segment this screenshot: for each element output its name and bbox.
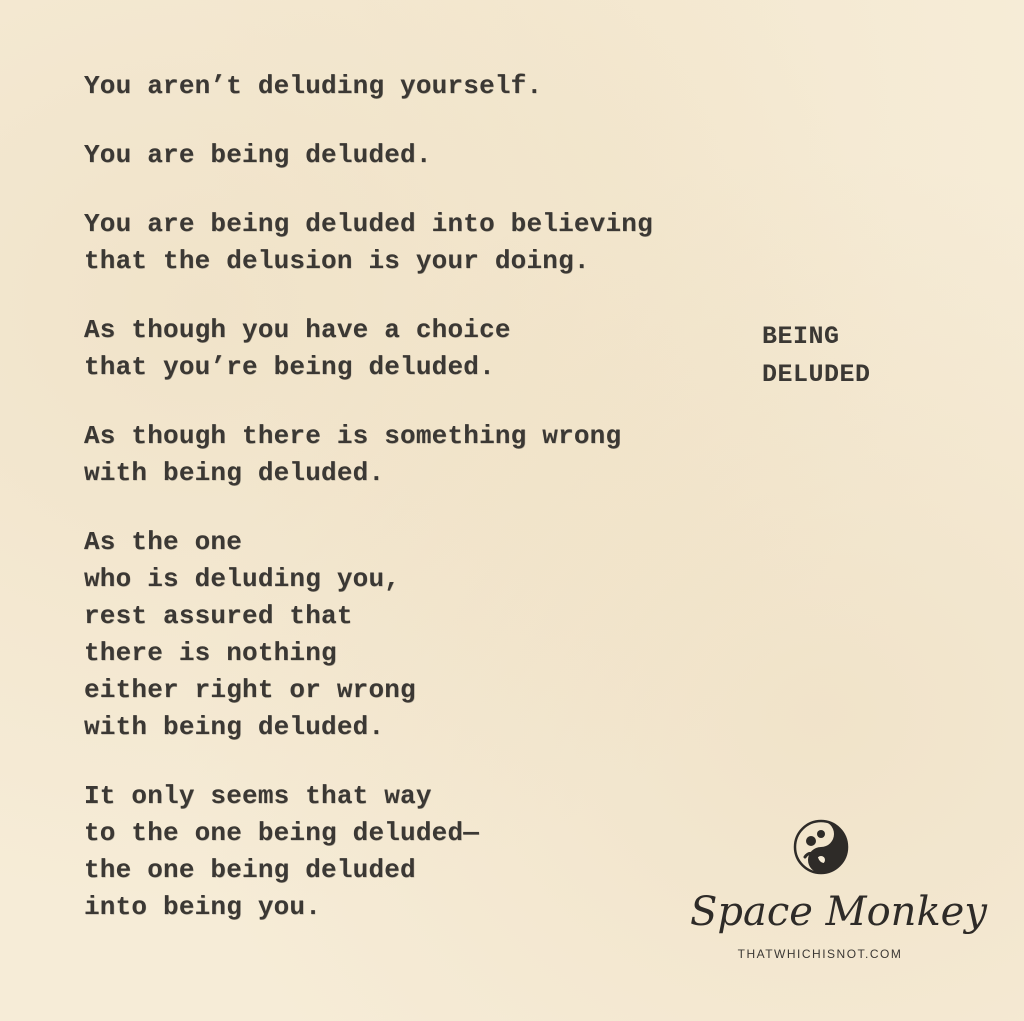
stanza xyxy=(84,524,704,746)
poem-title xyxy=(762,318,942,394)
brand-logo-block xyxy=(690,815,987,975)
poem-line: As though you have a choice xyxy=(84,315,511,345)
poem-line: with being deluded. xyxy=(84,458,385,488)
stanza xyxy=(84,68,704,105)
poem-line: that the delusion is your doing. xyxy=(84,246,590,276)
brand-url: THATWHICHISNOT.COM xyxy=(737,947,903,961)
brand-name: Space Monkey xyxy=(690,889,987,935)
poem-line: who is deluding you, xyxy=(84,564,401,594)
title-line: BEING xyxy=(762,322,840,351)
poem-line: either right or wrong xyxy=(84,675,416,705)
poem-line: to the one being deluded— xyxy=(84,818,480,848)
poem-line: It only seems that way xyxy=(84,781,432,811)
poem-line: there is nothing xyxy=(84,638,337,668)
poem-body xyxy=(84,68,704,958)
poem-line: rest assured that xyxy=(84,601,353,631)
stanza xyxy=(84,312,704,386)
poem-line: As the one xyxy=(84,527,243,557)
stanza xyxy=(84,137,704,174)
poem-line: the one being deluded xyxy=(84,855,416,885)
poem-line: You aren’t deluding yourself. xyxy=(84,71,543,101)
poem-line: that you’re being deluded. xyxy=(84,352,495,382)
poem-line: You are being deluded. xyxy=(84,140,432,170)
poem-line: As though there is something wrong xyxy=(84,421,622,451)
poem-line: into being you. xyxy=(84,892,322,922)
poem-line: You are being deluded into believing xyxy=(84,209,653,239)
monkey-yin-yang-icon xyxy=(791,817,851,877)
poem-line: with being deluded. xyxy=(84,712,385,742)
stanza xyxy=(84,418,704,492)
title-line: DELUDED xyxy=(762,360,871,389)
stanza xyxy=(84,778,704,926)
stanza xyxy=(84,206,704,280)
